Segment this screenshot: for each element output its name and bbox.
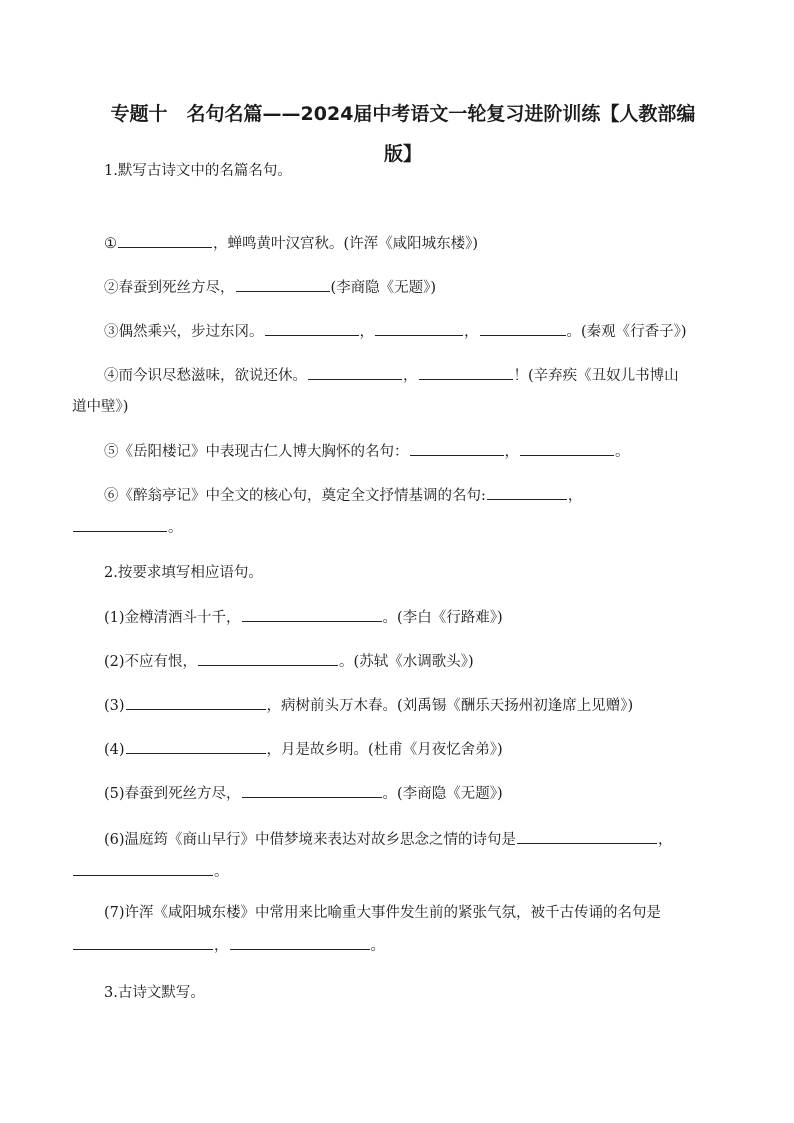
answer-blank[interactable] bbox=[73, 516, 167, 532]
q2-item-7-cont: ， 。 bbox=[72, 934, 752, 957]
answer-blank[interactable] bbox=[73, 934, 213, 950]
q1-item-5: ⑤《岳阳楼记》中表现古仁人博大胸怀的名句： ， 。 bbox=[104, 440, 744, 463]
answer-blank[interactable] bbox=[126, 738, 266, 754]
q2-item-5: (5)春蚕到死丝方尽， 。(李商隐《无题》) bbox=[104, 782, 744, 805]
q1-item-4-cont: 道中壁》) bbox=[72, 399, 129, 415]
q1-heading: 1.默写古诗文中的名篇名句。 bbox=[104, 163, 292, 179]
answer-blank[interactable] bbox=[419, 364, 513, 380]
q1-item-2: ②春蚕到死丝方尽， (李商隐《无题》) bbox=[104, 276, 744, 299]
answer-blank[interactable] bbox=[308, 364, 402, 380]
answer-blank[interactable] bbox=[410, 440, 504, 456]
q2-item-6: (6)温庭筠《商山早行》中借梦境来表达对故乡思念之情的诗句是 ， bbox=[104, 828, 744, 851]
q1-item-4: ④而今识尽愁滋味，欲说还休。 ， ！(辛弃疾《丑奴儿书博山 bbox=[104, 364, 744, 387]
q1-item-3: ③偶然乘兴，步过东冈。 ， ， 。(秦观《行香子》) bbox=[104, 320, 744, 343]
answer-blank[interactable] bbox=[265, 320, 359, 336]
q2-item-7: (7)许浑《咸阳城东楼》中常用来比喻重大事件发生前的紧张气氛，被千古传诵的名句是 bbox=[104, 905, 662, 921]
q1-item-1: ① ，蝉鸣黄叶汉宫秋。(许浑《咸阳城东楼》) bbox=[104, 232, 744, 255]
answer-blank[interactable] bbox=[118, 232, 212, 248]
answer-blank[interactable] bbox=[480, 320, 566, 336]
q2-item-2: (2)不应有恨， 。(苏轼《水调歌头》) bbox=[104, 650, 744, 673]
title-line-1: 专题十 名句名篇——2024届中考语文一轮复习进阶训练【人教部编 bbox=[110, 103, 696, 125]
q2-item-3: (3) ，病树前头万木春。(刘禹锡《酬乐天扬州初逢席上见赠》) bbox=[104, 694, 744, 717]
answer-blank[interactable] bbox=[487, 484, 567, 500]
q2-item-4: (4) ，月是故乡明。(杜甫《月夜忆舍弟》) bbox=[104, 738, 744, 761]
answer-blank[interactable] bbox=[73, 860, 213, 876]
answer-blank[interactable] bbox=[236, 276, 330, 292]
answer-blank[interactable] bbox=[242, 782, 382, 798]
q2-item-1: (1)金樽清酒斗十千， 。(李白《行路难》) bbox=[104, 606, 744, 629]
answer-blank[interactable] bbox=[198, 650, 338, 666]
answer-blank[interactable] bbox=[230, 934, 370, 950]
answer-blank[interactable] bbox=[520, 440, 614, 456]
q2-item-6-cont: 。 bbox=[72, 860, 752, 883]
answer-blank[interactable] bbox=[126, 694, 266, 710]
q1-item-6: ⑥《醉翁亭记》中全文的核心句，奠定全文抒情基调的名句: ， bbox=[104, 484, 744, 507]
answer-blank[interactable] bbox=[375, 320, 463, 336]
title-line-2: 版】 bbox=[383, 143, 422, 165]
q2-heading: 2.按要求填写相应语句。 bbox=[104, 565, 263, 581]
q1-item-6-cont: 。 bbox=[72, 516, 752, 539]
answer-blank[interactable] bbox=[242, 606, 382, 622]
q3-heading: 3.古诗文默写。 bbox=[104, 985, 205, 1001]
answer-blank[interactable] bbox=[517, 828, 657, 844]
